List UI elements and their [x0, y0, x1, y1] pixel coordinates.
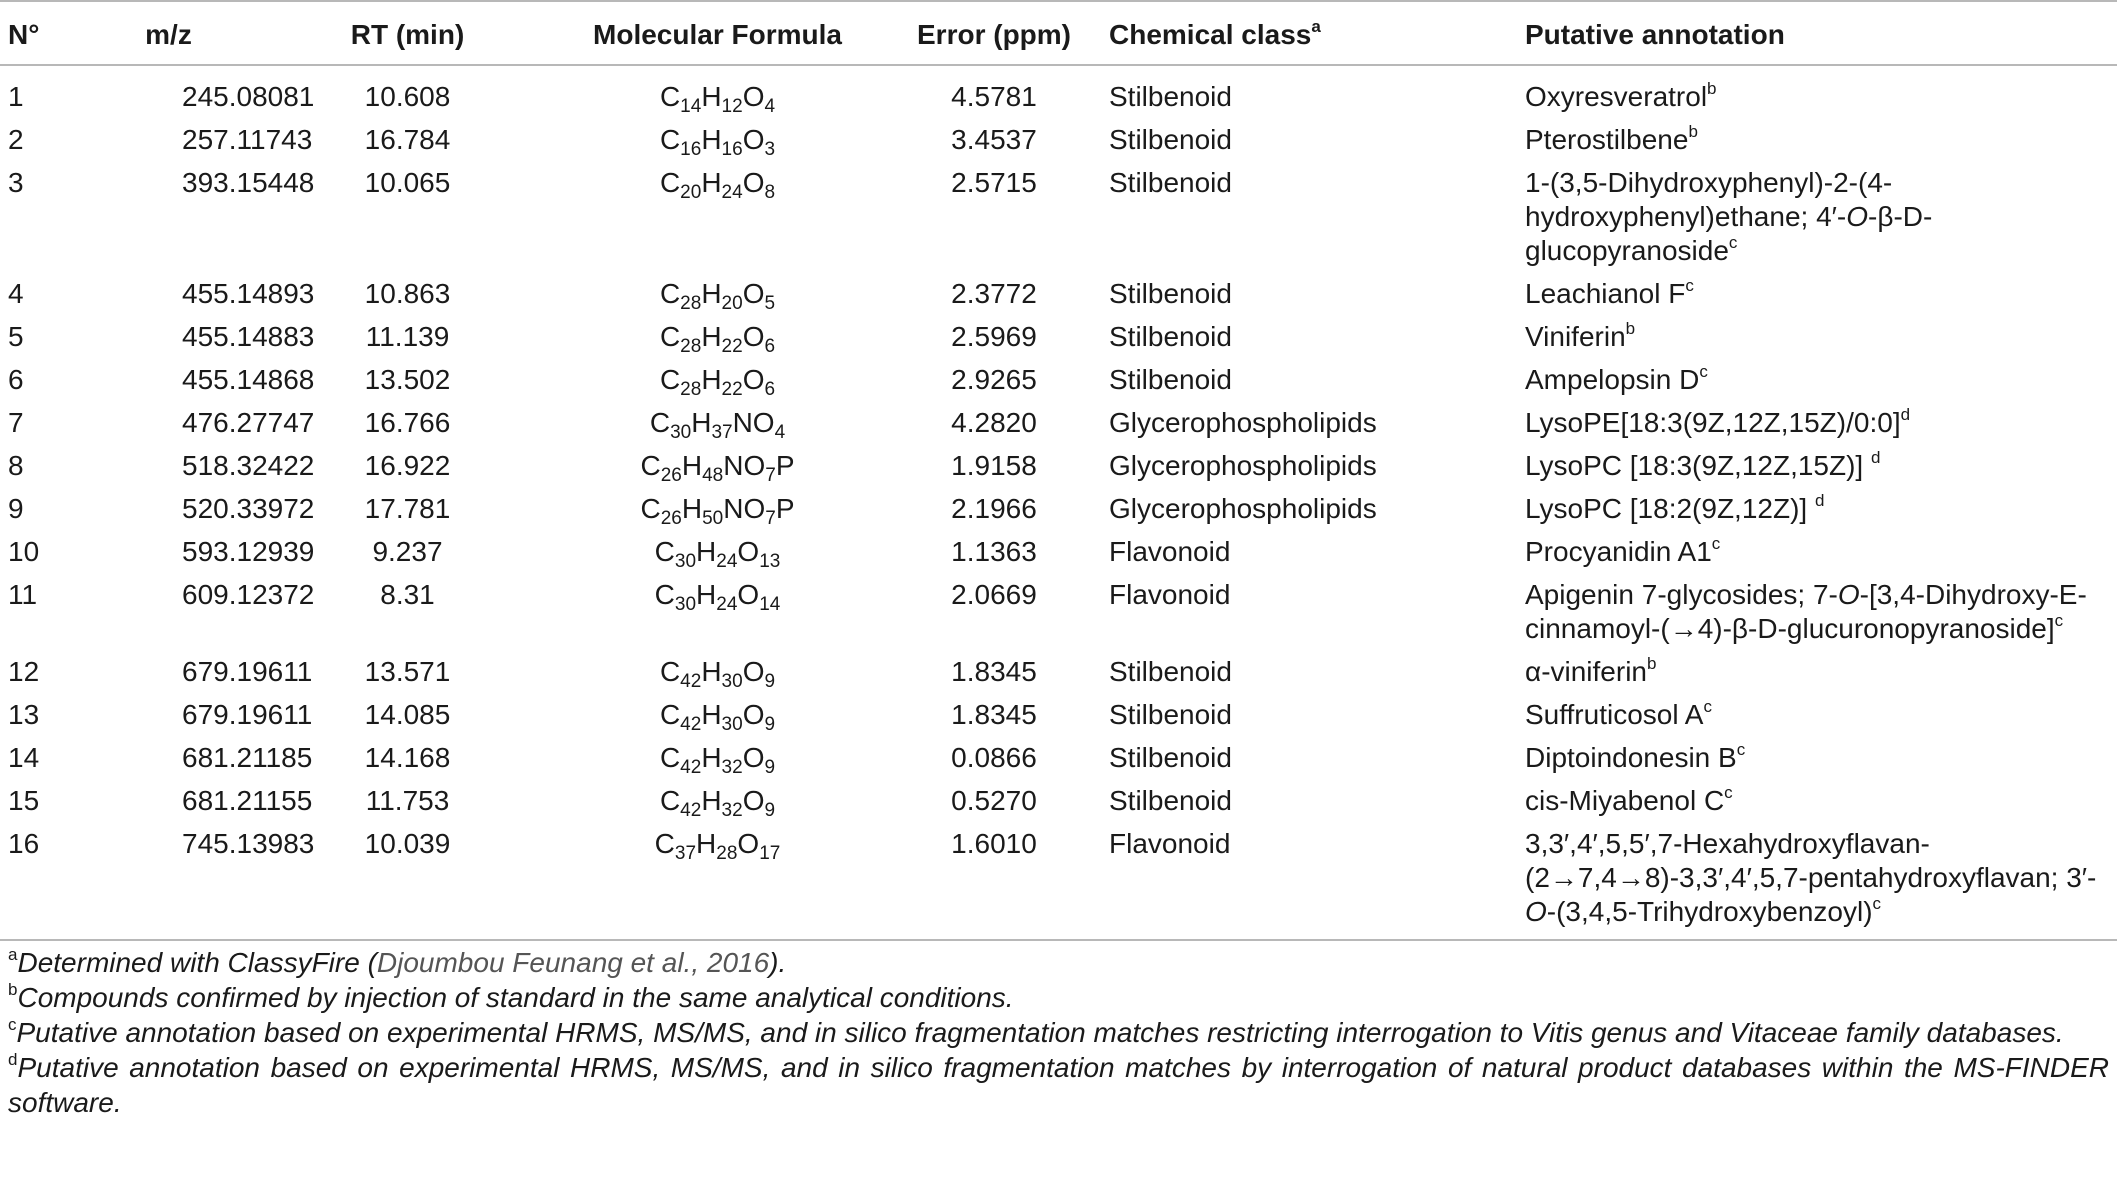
- formula-text: O: [742, 124, 765, 155]
- annotation-italic: O: [1837, 579, 1860, 610]
- table-row: [0, 162, 2117, 273]
- formula-text: NO: [723, 450, 766, 481]
- formula-text: H: [681, 493, 703, 524]
- cell-mz: 679.19611: [182, 656, 313, 687]
- cell-mz: 520.33972: [182, 493, 315, 524]
- formula-text: H: [701, 699, 722, 730]
- cell-rt: 10.039: [364, 828, 451, 859]
- formula-subscript: 24: [716, 551, 738, 572]
- table-row: [0, 65, 2117, 119]
- formula-subscript: 20: [721, 293, 743, 314]
- formula-subscript: 42: [680, 714, 702, 735]
- formula-text: C: [654, 579, 675, 610]
- cell-rt: 11.753: [365, 785, 450, 816]
- annotation-text: Apigenin 7-glycosides; 7-: [1525, 579, 1838, 610]
- formula-text: O: [742, 167, 765, 198]
- formula-text: O: [737, 579, 760, 610]
- cell-number: 6: [8, 364, 24, 395]
- formula-text: O: [737, 828, 760, 859]
- cell-mz: 455.14868: [182, 364, 315, 395]
- cell-mz: 681.21185: [182, 742, 313, 773]
- formula-text: C: [640, 450, 661, 481]
- table-row: [0, 273, 2117, 316]
- formula-subscript: 42: [680, 671, 702, 692]
- cell-chemical-class: Stilbenoid: [1109, 785, 1232, 816]
- cell-chemical-class: Flavonoid: [1109, 536, 1231, 567]
- annotation-italic: O: [1525, 896, 1547, 927]
- cell-rt: 16.784: [364, 124, 451, 155]
- formula-text: O: [742, 364, 765, 395]
- cell-chemical-class: Flavonoid: [1109, 828, 1231, 859]
- formula-text: H: [681, 450, 703, 481]
- cell-rt: 13.502: [364, 364, 451, 395]
- formula-text: C: [659, 124, 681, 155]
- cell-mz: 518.32422: [182, 450, 315, 481]
- annotation-superscript: b: [1707, 79, 1717, 98]
- formula-text: H: [701, 785, 722, 816]
- col-header-class-footnote-mark: a: [1311, 17, 1321, 36]
- cell-chemical-class: Stilbenoid: [1109, 656, 1232, 687]
- cell-rt: 10.863: [364, 278, 451, 309]
- cell-number: 16: [8, 828, 40, 859]
- formula-text: O: [742, 699, 765, 730]
- formula-text: C: [659, 742, 681, 773]
- cell-annotation: [1519, 488, 2117, 531]
- cell-formula: [550, 316, 885, 359]
- cell-error: 2.0669: [951, 579, 1037, 610]
- formula-subscript: 37: [674, 843, 697, 864]
- annotation-text: LysoPE[18:3(9Z,12Z,15Z)/0:0]: [1525, 407, 1901, 438]
- formula-subscript: 6: [764, 336, 776, 357]
- annotation-superscript: c: [1872, 894, 1882, 913]
- table-row: [0, 737, 2117, 780]
- cell-chemical-class: Stilbenoid: [1109, 278, 1232, 309]
- formula-subscript: 9: [764, 714, 776, 735]
- formula-text: C: [649, 407, 671, 438]
- footnote-citation: Djoumbou Feunang et al., 2016: [376, 947, 770, 978]
- formula-text: O: [737, 536, 760, 567]
- cell-rt: 14.168: [364, 742, 451, 773]
- col-header-rt-label: RT (min): [350, 19, 465, 50]
- cell-formula: [550, 823, 885, 940]
- annotation-text: -(3,4,5-Trihydroxybenzoyl): [1546, 896, 1873, 927]
- col-header-number: [0, 1, 72, 65]
- cell-error: 1.8345: [951, 656, 1037, 687]
- cell-number: 10: [8, 536, 40, 567]
- table-row: [0, 119, 2117, 162]
- formula-subscript: 8: [764, 182, 776, 203]
- cell-formula: [550, 574, 885, 651]
- annotation-text: Diptoindonesin B: [1525, 742, 1737, 773]
- cell-error: 4.5781: [951, 81, 1037, 112]
- formula-subscript: 30: [674, 551, 697, 572]
- cell-annotation: [1519, 780, 2117, 823]
- annotation-text: -[3,4-Dihydroxy-E-cinnamoyl-(→4)-β-D-glucuronopyranoside]: [1525, 579, 2087, 644]
- cell-rt: 11.139: [365, 321, 450, 352]
- table-row: [0, 488, 2117, 531]
- cell-annotation: [1519, 162, 2117, 273]
- table-row: [0, 359, 2117, 402]
- formula-subscript: 22: [721, 336, 743, 357]
- formula-subscript: 4: [764, 96, 776, 117]
- formula-subscript: 28: [680, 293, 702, 314]
- cell-formula: [550, 162, 885, 273]
- formula-text: C: [659, 364, 681, 395]
- col-header-error: [885, 1, 1103, 65]
- formula-text: O: [742, 656, 765, 687]
- cell-rt: 10.608: [364, 81, 451, 112]
- cell-chemical-class: Stilbenoid: [1109, 364, 1232, 395]
- formula-text: O: [742, 321, 765, 352]
- cell-chemical-class: Glycerophospholipids: [1109, 407, 1377, 438]
- cell-number: 9: [8, 493, 24, 524]
- formula-subscript: 26: [660, 465, 682, 486]
- formula-text: C: [659, 167, 681, 198]
- cell-rt: 17.781: [364, 493, 451, 524]
- annotation-superscript: c: [1699, 362, 1708, 381]
- table-header: [0, 1, 2117, 65]
- formula-text: P: [775, 493, 795, 524]
- footnote-mark: c: [8, 1015, 17, 1034]
- footnote-text: Putative annotation based on experimental HRMS, MS/MS, and in silico fragmentation matches by interrogation of natural product databases within the MS-FINDER software.: [8, 1052, 2109, 1118]
- cell-annotation: [1519, 651, 2117, 694]
- annotation-superscript: c: [1685, 276, 1694, 295]
- formula-subscript: 3: [764, 139, 776, 160]
- annotation-superscript: c: [1724, 783, 1733, 802]
- table-row: [0, 531, 2117, 574]
- footnote-text: ).: [769, 947, 787, 978]
- cell-chemical-class: Glycerophospholipids: [1109, 450, 1377, 481]
- table-row: [0, 651, 2117, 694]
- formula-subscript: 28: [680, 379, 702, 400]
- footnote-mark: a: [8, 945, 18, 964]
- formula-text: O: [742, 785, 765, 816]
- formula-text: H: [701, 124, 722, 155]
- cell-annotation: [1519, 273, 2117, 316]
- formula-text: P: [775, 450, 795, 481]
- annotation-text: LysoPC [18:3(9Z,12Z,15Z)]: [1525, 450, 1871, 481]
- cell-annotation: [1519, 737, 2117, 780]
- annotation-italic: O: [1846, 201, 1869, 232]
- annotation-superscript: d: [1871, 448, 1881, 467]
- annotation-text: -β-D-glucopyranoside: [1525, 201, 1933, 266]
- cell-annotation: [1519, 402, 2117, 445]
- footnote-d: [0, 1050, 2117, 1120]
- formula-text: C: [659, 656, 681, 687]
- col-header-annotation-label: Putative annotation: [1525, 19, 1785, 50]
- formula-subscript: 14: [680, 96, 702, 117]
- cell-error: 2.9265: [951, 364, 1037, 395]
- formula-text: C: [659, 785, 681, 816]
- cell-chemical-class: Stilbenoid: [1109, 742, 1232, 773]
- cell-formula: [550, 273, 885, 316]
- cell-formula: [550, 531, 885, 574]
- formula-subscript: 30: [670, 422, 692, 443]
- cell-number: 12: [8, 656, 40, 687]
- footnote-text: Putative annotation based on experimental HRMS, MS/MS, and in silico fragmentation matches restricting interrogation to Vitis genus and Vitaceae family databases.: [16, 1017, 2064, 1048]
- formula-text: C: [659, 278, 681, 309]
- formula-subscript: 7: [765, 465, 776, 486]
- footnote-mark: b: [8, 980, 18, 999]
- annotation-superscript: c: [1728, 233, 1738, 252]
- cell-formula: [550, 694, 885, 737]
- table-row: [0, 694, 2117, 737]
- formula-text: H: [696, 828, 717, 859]
- col-header-formula: [550, 1, 885, 65]
- formula-subscript: 16: [721, 139, 743, 160]
- annotation-superscript: c: [2054, 611, 2064, 630]
- cell-number: 7: [8, 407, 24, 438]
- footnote-b: [0, 980, 2117, 1015]
- formula-text: NO: [723, 493, 766, 524]
- annotation-superscript: c: [1736, 740, 1746, 759]
- cell-mz: 593.12939: [182, 536, 315, 567]
- cell-error: 1.6010: [951, 828, 1037, 859]
- cell-annotation: [1519, 694, 2117, 737]
- formula-text: H: [701, 278, 722, 309]
- cell-chemical-class: Stilbenoid: [1109, 167, 1232, 198]
- formula-text: C: [640, 493, 661, 524]
- col-header-number-label: N°: [8, 19, 40, 50]
- header-row: [0, 1, 2117, 65]
- footnote-c: [0, 1015, 2117, 1050]
- cell-rt: 16.922: [364, 450, 451, 481]
- cell-annotation: [1519, 316, 2117, 359]
- annotation-superscript: d: [1900, 405, 1911, 424]
- cell-annotation: [1519, 531, 2117, 574]
- cell-error: 2.5969: [951, 321, 1037, 352]
- cell-formula: [550, 488, 885, 531]
- cell-formula: [550, 737, 885, 780]
- formula-subscript: 24: [716, 594, 738, 615]
- annotation-text: Suffruticosol A: [1525, 699, 1704, 730]
- cell-rt: 14.085: [364, 699, 451, 730]
- table-row: [0, 780, 2117, 823]
- annotation-superscript: b: [1688, 122, 1698, 141]
- cell-chemical-class: Stilbenoid: [1109, 321, 1232, 352]
- formula-subscript: 16: [680, 139, 702, 160]
- formula-subscript: 50: [702, 508, 724, 529]
- formula-subscript: 14: [759, 594, 781, 615]
- cell-mz: 257.11743: [182, 124, 313, 155]
- cell-error: 0.5270: [951, 785, 1037, 816]
- annotation-text: LysoPC [18:2(9Z,12Z)]: [1525, 493, 1815, 524]
- formula-subscript: 9: [764, 800, 776, 821]
- formula-subscript: 7: [765, 508, 776, 529]
- formula-subscript: 26: [660, 508, 682, 529]
- formula-subscript: 22: [721, 379, 743, 400]
- cell-formula: [550, 402, 885, 445]
- cell-chemical-class: Stilbenoid: [1109, 81, 1232, 112]
- formula-text: C: [659, 699, 681, 730]
- formula-text: C: [654, 536, 675, 567]
- cell-annotation: [1519, 574, 2117, 651]
- annotation-superscript: c: [1711, 534, 1721, 553]
- annotation-text: Ampelopsin D: [1525, 364, 1700, 395]
- annotation-text: Leachianol F: [1525, 278, 1686, 309]
- formula-text: H: [701, 364, 722, 395]
- formula-text: O: [742, 278, 765, 309]
- table-row: [0, 316, 2117, 359]
- cell-number: 5: [8, 321, 24, 352]
- formula-subscript: 9: [764, 757, 776, 778]
- cell-mz: 681.21155: [182, 785, 313, 816]
- cell-mz: 455.14893: [182, 278, 315, 309]
- cell-error: 2.1966: [951, 493, 1037, 524]
- cell-annotation: [1519, 65, 2117, 119]
- col-header-error-label: Error (ppm): [917, 19, 1071, 50]
- cell-error: 3.4537: [951, 124, 1037, 155]
- cell-chemical-class: Flavonoid: [1109, 579, 1231, 610]
- formula-text: O: [742, 742, 765, 773]
- cell-rt: 9.237: [372, 536, 443, 567]
- footnote-a: [0, 945, 2117, 980]
- cell-mz: 679.19611: [182, 699, 313, 730]
- formula-text: H: [701, 81, 722, 112]
- cell-formula: [550, 65, 885, 119]
- formula-text: NO: [732, 407, 775, 438]
- cell-mz: 393.15448: [182, 167, 315, 198]
- col-header-class: [1103, 1, 1519, 65]
- formula-subscript: 20: [680, 182, 702, 203]
- footnote-mark: d: [8, 1050, 18, 1069]
- cell-mz: 745.13983: [182, 828, 315, 859]
- formula-text: H: [701, 742, 722, 773]
- cell-number: 13: [8, 699, 40, 730]
- formula-text: H: [696, 579, 717, 610]
- cell-rt: 16.766: [364, 407, 451, 438]
- cell-number: 15: [8, 785, 40, 816]
- cell-number: 3: [8, 167, 24, 198]
- formula-subscript: 30: [721, 714, 743, 735]
- cell-number: 4: [8, 278, 24, 309]
- table-body: [0, 65, 2117, 940]
- cell-rt: 13.571: [364, 656, 451, 687]
- cell-chemical-class: Glycerophospholipids: [1109, 493, 1377, 524]
- table-row: [0, 402, 2117, 445]
- cell-formula: [550, 780, 885, 823]
- formula-subscript: 13: [759, 551, 781, 572]
- cell-number: 14: [8, 742, 40, 773]
- formula-text: H: [701, 656, 722, 687]
- formula-text: H: [696, 536, 717, 567]
- formula-subscript: 12: [721, 96, 743, 117]
- formula-subscript: 28: [716, 843, 738, 864]
- formula-text: H: [701, 321, 722, 352]
- annotation-text: α-viniferin: [1525, 656, 1647, 687]
- cell-chemical-class: Stilbenoid: [1109, 124, 1232, 155]
- col-header-mz: [72, 1, 265, 65]
- formula-text: C: [659, 81, 681, 112]
- cell-chemical-class: Stilbenoid: [1109, 699, 1232, 730]
- footnote-text: Determined with ClassyFire (: [17, 947, 377, 978]
- cell-number: 8: [8, 450, 24, 481]
- cell-error: 1.8345: [951, 699, 1037, 730]
- cell-mz: 455.14883: [182, 321, 315, 352]
- cell-annotation: [1519, 359, 2117, 402]
- cell-error: 2.5715: [951, 167, 1037, 198]
- annotation-text: Viniferin: [1525, 321, 1626, 352]
- cell-number: 2: [8, 124, 24, 155]
- formula-subscript: 4: [774, 422, 786, 443]
- formula-subscript: 32: [721, 800, 743, 821]
- cell-rt: 10.065: [364, 167, 451, 198]
- cell-formula: [550, 119, 885, 162]
- annotation-text: Procyanidin A1: [1525, 536, 1712, 567]
- annotation-text: 1-(3,5-Dihydroxyphenyl)-2-(4-hydroxyphenyl)ethane; 4′-: [1525, 167, 1893, 232]
- cell-number: 11: [8, 579, 38, 610]
- table-footnotes: [0, 941, 2117, 1120]
- annotation-text: 3,3′,4′,5,5′,7-Hexahydroxyflavan-(2→7,4→8)-3,3′,4′,5,7-pentahydroxyflavan; 3′-: [1525, 828, 2097, 893]
- cell-rt: 8.31: [380, 579, 435, 610]
- cell-error: 2.3772: [951, 278, 1037, 309]
- col-header-class-label: Chemical class: [1109, 19, 1312, 50]
- formula-text: H: [691, 407, 712, 438]
- annotation-superscript: c: [1703, 697, 1712, 716]
- formula-subscript: 30: [721, 671, 743, 692]
- formula-subscript: 30: [674, 594, 697, 615]
- formula-text: C: [654, 828, 675, 859]
- cell-mz: 245.08081: [182, 81, 315, 112]
- formula-subscript: 48: [702, 465, 724, 486]
- cell-formula: [550, 445, 885, 488]
- formula-text: C: [659, 321, 681, 352]
- annotation-superscript: b: [1625, 319, 1636, 338]
- annotation-text: Oxyresveratrol: [1525, 81, 1708, 112]
- formula-subscript: 42: [680, 800, 702, 821]
- cell-annotation: [1519, 445, 2117, 488]
- table-row: [0, 823, 2117, 940]
- formula-subscript: 28: [680, 336, 702, 357]
- footnote-text: Compounds confirmed by injection of standard in the same analytical conditions.: [17, 982, 1014, 1013]
- formula-subscript: 42: [680, 757, 702, 778]
- annotation-superscript: b: [1647, 654, 1657, 673]
- table-row: [0, 574, 2117, 651]
- annotation-text: Pterostilbene: [1525, 124, 1689, 155]
- annotation-superscript: d: [1814, 491, 1825, 510]
- cell-error: 1.1363: [951, 536, 1037, 567]
- cell-annotation: [1519, 823, 2117, 940]
- formula-subscript: 24: [721, 182, 743, 203]
- formula-text: H: [701, 167, 722, 198]
- annotation-text: cis-Miyabenol C: [1525, 785, 1725, 816]
- col-header-mz-label: m/z: [145, 19, 192, 50]
- col-header-rt: [265, 1, 550, 65]
- cell-annotation: [1519, 119, 2117, 162]
- col-header-formula-label: Molecular Formula: [593, 19, 842, 50]
- cell-error: 0.0866: [951, 742, 1037, 773]
- cell-formula: [550, 651, 885, 694]
- formula-subscript: 37: [711, 422, 733, 443]
- formula-subscript: 9: [764, 671, 776, 692]
- cell-formula: [550, 359, 885, 402]
- cell-number: 1: [8, 81, 24, 112]
- formula-text: O: [742, 81, 765, 112]
- table-row: [0, 445, 2117, 488]
- formula-subscript: 32: [721, 757, 743, 778]
- cell-mz: 609.12372: [182, 579, 315, 610]
- col-header-annotation: [1519, 1, 2117, 65]
- formula-subscript: 6: [764, 379, 776, 400]
- cell-error: 1.9158: [951, 450, 1037, 481]
- formula-subscript: 17: [759, 843, 781, 864]
- formula-subscript: 5: [764, 293, 776, 314]
- cell-mz: 476.27747: [182, 407, 315, 438]
- cell-error: 4.2820: [951, 407, 1037, 438]
